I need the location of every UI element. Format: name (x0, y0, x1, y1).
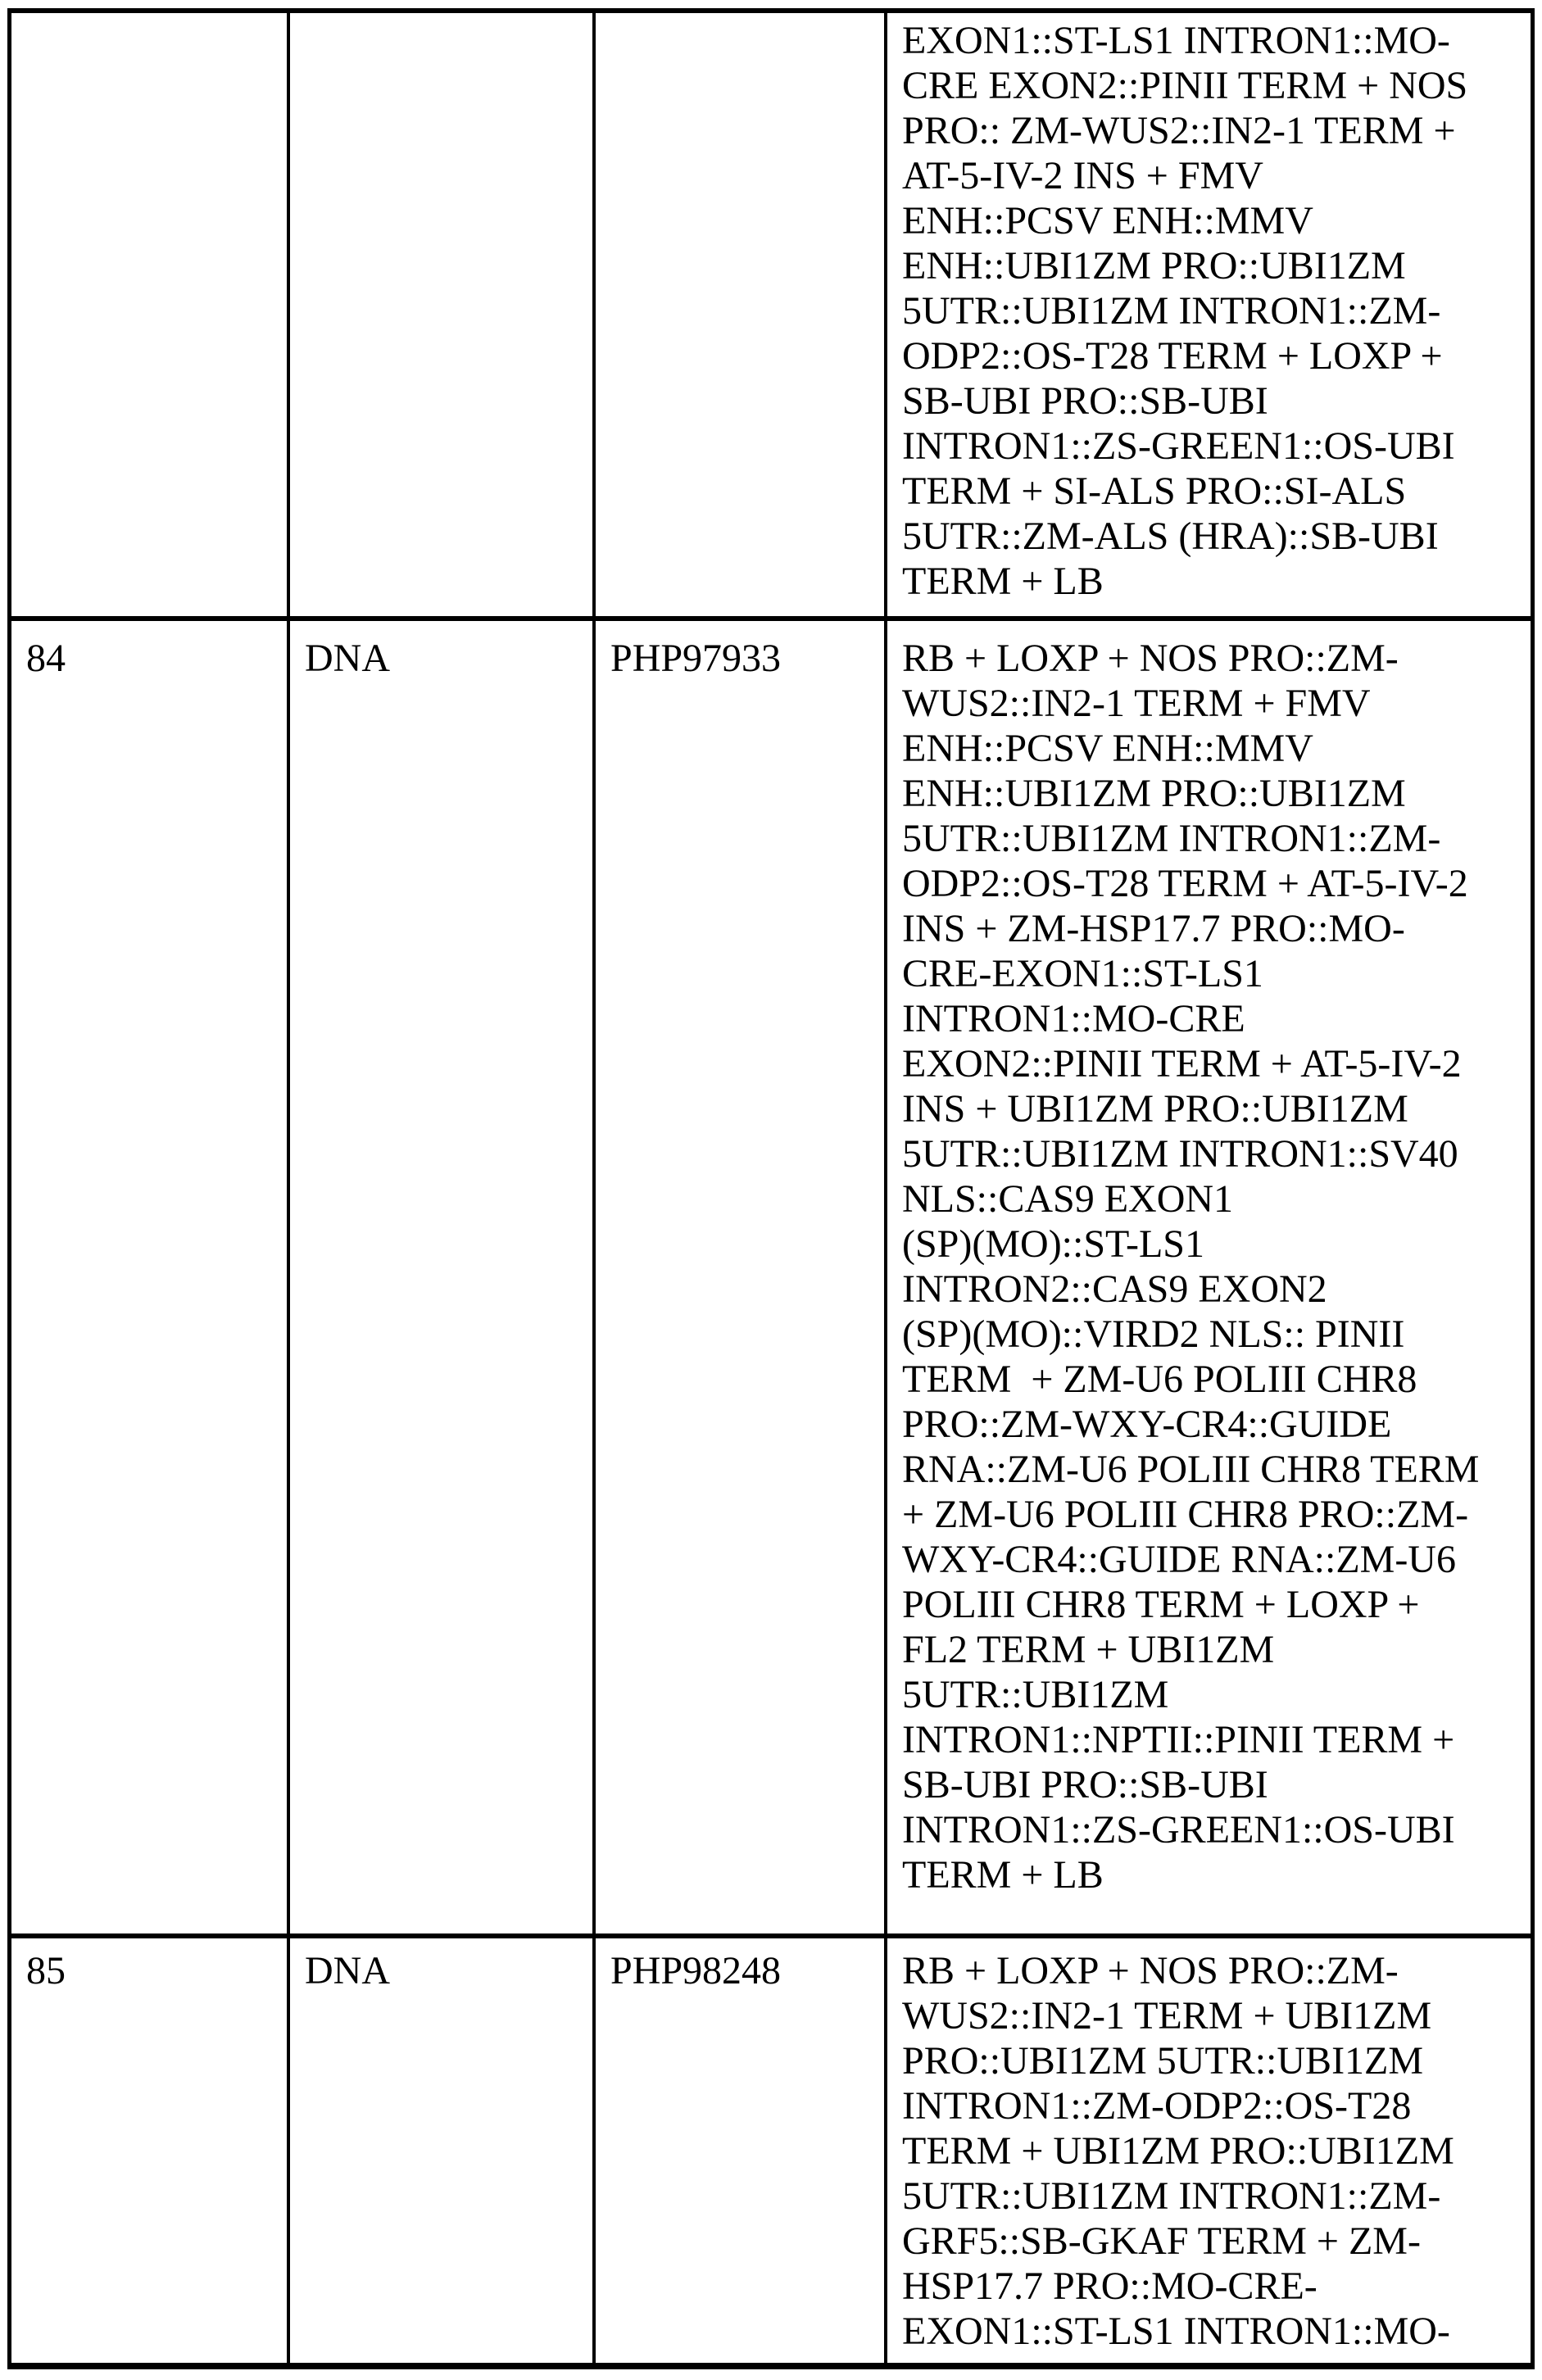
description-line: INTRON1::NPTII::PINII TERM + (902, 1718, 1455, 1761)
molecule-type-value: DNA (305, 1949, 390, 1992)
description-line: ENH::UBI1ZM PRO::UBI1ZM (902, 772, 1406, 815)
construct-name-cell (596, 13, 887, 616)
description-line: ENH::PCSV ENH::MMV (902, 727, 1313, 770)
description-line: RB + LOXP + NOS PRO::ZM- (902, 1949, 1399, 1992)
description-line: 5UTR::UBI1ZM INTRON1::ZM- (902, 2174, 1441, 2218)
description-line: FL2 TERM + UBI1ZM (902, 1628, 1275, 1671)
description-line: 5UTR::UBI1ZM INTRON1::ZM- (902, 289, 1441, 333)
sequence-listing-table (7, 8, 1535, 2369)
seq-id-cell (11, 621, 290, 1933)
description-line: EXON1::ST-LS1 INTRON1::MO- (902, 19, 1450, 62)
description-line: TERM + UBI1ZM PRO::UBI1ZM (902, 2129, 1454, 2173)
construct-name-value: PHP97933 (610, 637, 782, 680)
description-line: PRO::UBI1ZM 5UTR::UBI1ZM (902, 2039, 1424, 2083)
description-line: INTRON1::ZM-ODP2::OS-T28 (902, 2084, 1412, 2128)
description-line: 5UTR::UBI1ZM INTRON1::SV40 (902, 1132, 1458, 1176)
description-line: RB + LOXP + NOS PRO::ZM- (902, 637, 1399, 680)
description-line: 5UTR::ZM-ALS (HRA)::SB-UBI (902, 515, 1439, 558)
description-line: 5UTR::UBI1ZM (902, 1673, 1169, 1716)
description-line: HSP17.7 PRO::MO-CRE- (902, 2264, 1318, 2308)
seq-id-cell (11, 1938, 290, 2363)
description-line: ENH::PCSV ENH::MMV (902, 199, 1313, 243)
description-line: CRE-EXON1::ST-LS1 (902, 952, 1263, 995)
description-line: TERM + ZM-U6 POLIII CHR8 (902, 1358, 1417, 1401)
molecule-type-value: DNA (305, 637, 390, 680)
description-line: WXY-CR4::GUIDE RNA::ZM-U6 (902, 1538, 1456, 1581)
description-line: ENH::UBI1ZM PRO::UBI1ZM (902, 244, 1406, 288)
construct-name-cell (596, 621, 887, 1933)
molecule-type-cell (290, 621, 596, 1933)
description-line: PRO::ZM-WXY-CR4::GUIDE (902, 1403, 1392, 1446)
construct-name-value: PHP98248 (610, 1949, 782, 1992)
description-line: TERM + LB (902, 560, 1104, 603)
description-line: AT-5-IV-2 INS + FMV (902, 154, 1263, 197)
construct-name-cell (596, 1938, 887, 2363)
seq-id-value: 85 (26, 1949, 66, 1992)
description-line: NLS::CAS9 EXON1 (902, 1177, 1234, 1221)
description-line: WUS2::IN2-1 TERM + FMV (902, 682, 1371, 725)
table-row (11, 621, 1531, 1938)
description-line: 5UTR::UBI1ZM INTRON1::ZM- (902, 817, 1441, 860)
description-line: PRO:: ZM-WUS2::IN2-1 TERM + (902, 109, 1456, 152)
description-line: TERM + SI-ALS PRO::SI-ALS (902, 469, 1407, 513)
description-line: INTRON2::CAS9 EXON2 (902, 1267, 1327, 1311)
description-line: TERM + LB (902, 1853, 1104, 1897)
description-line: INTRON1::MO-CRE (902, 997, 1245, 1040)
molecule-type-cell (290, 1938, 596, 2363)
table-row (11, 13, 1531, 621)
description-line: SB-UBI PRO::SB-UBI (902, 379, 1268, 423)
description-line: EXON2::PINII TERM + AT-5-IV-2 (902, 1042, 1462, 1086)
description-line: INTRON1::ZS-GREEN1::OS-UBI (902, 1808, 1455, 1852)
table-row (11, 1938, 1531, 2363)
description-line: WUS2::IN2-1 TERM + UBI1ZM (902, 1994, 1432, 2038)
construct-description-cell (887, 1938, 1531, 2363)
molecule-type-cell (290, 13, 596, 616)
description-line: + ZM-U6 POLIII CHR8 PRO::ZM- (902, 1493, 1469, 1536)
description-line: (SP)(MO)::VIRD2 NLS:: PINII (902, 1312, 1405, 1356)
description-line: INS + ZM-HSP17.7 PRO::MO- (902, 907, 1405, 950)
construct-description-cell (887, 621, 1531, 1933)
description-line: POLIII CHR8 TERM + LOXP + (902, 1583, 1420, 1626)
description-line: ODP2::OS-T28 TERM + AT-5-IV-2 (902, 862, 1468, 905)
description-line: EXON1::ST-LS1 INTRON1::MO- (902, 2310, 1450, 2353)
description-line: INTRON1::ZS-GREEN1::OS-UBI (902, 424, 1455, 468)
description-line: CRE EXON2::PINII TERM + NOS (902, 64, 1468, 107)
description-line: ODP2::OS-T28 TERM + LOXP + (902, 334, 1443, 378)
description-line: GRF5::SB-GKAF TERM + ZM- (902, 2219, 1421, 2263)
construct-description-cell (887, 13, 1531, 616)
seq-id-value: 84 (26, 637, 66, 680)
description-line: RNA::ZM-U6 POLIII CHR8 TERM (902, 1448, 1480, 1491)
description-line: INS + UBI1ZM PRO::UBI1ZM (902, 1087, 1408, 1131)
description-line: (SP)(MO)::ST-LS1 (902, 1222, 1204, 1266)
seq-id-cell (11, 13, 290, 616)
description-line: SB-UBI PRO::SB-UBI (902, 1763, 1268, 1807)
